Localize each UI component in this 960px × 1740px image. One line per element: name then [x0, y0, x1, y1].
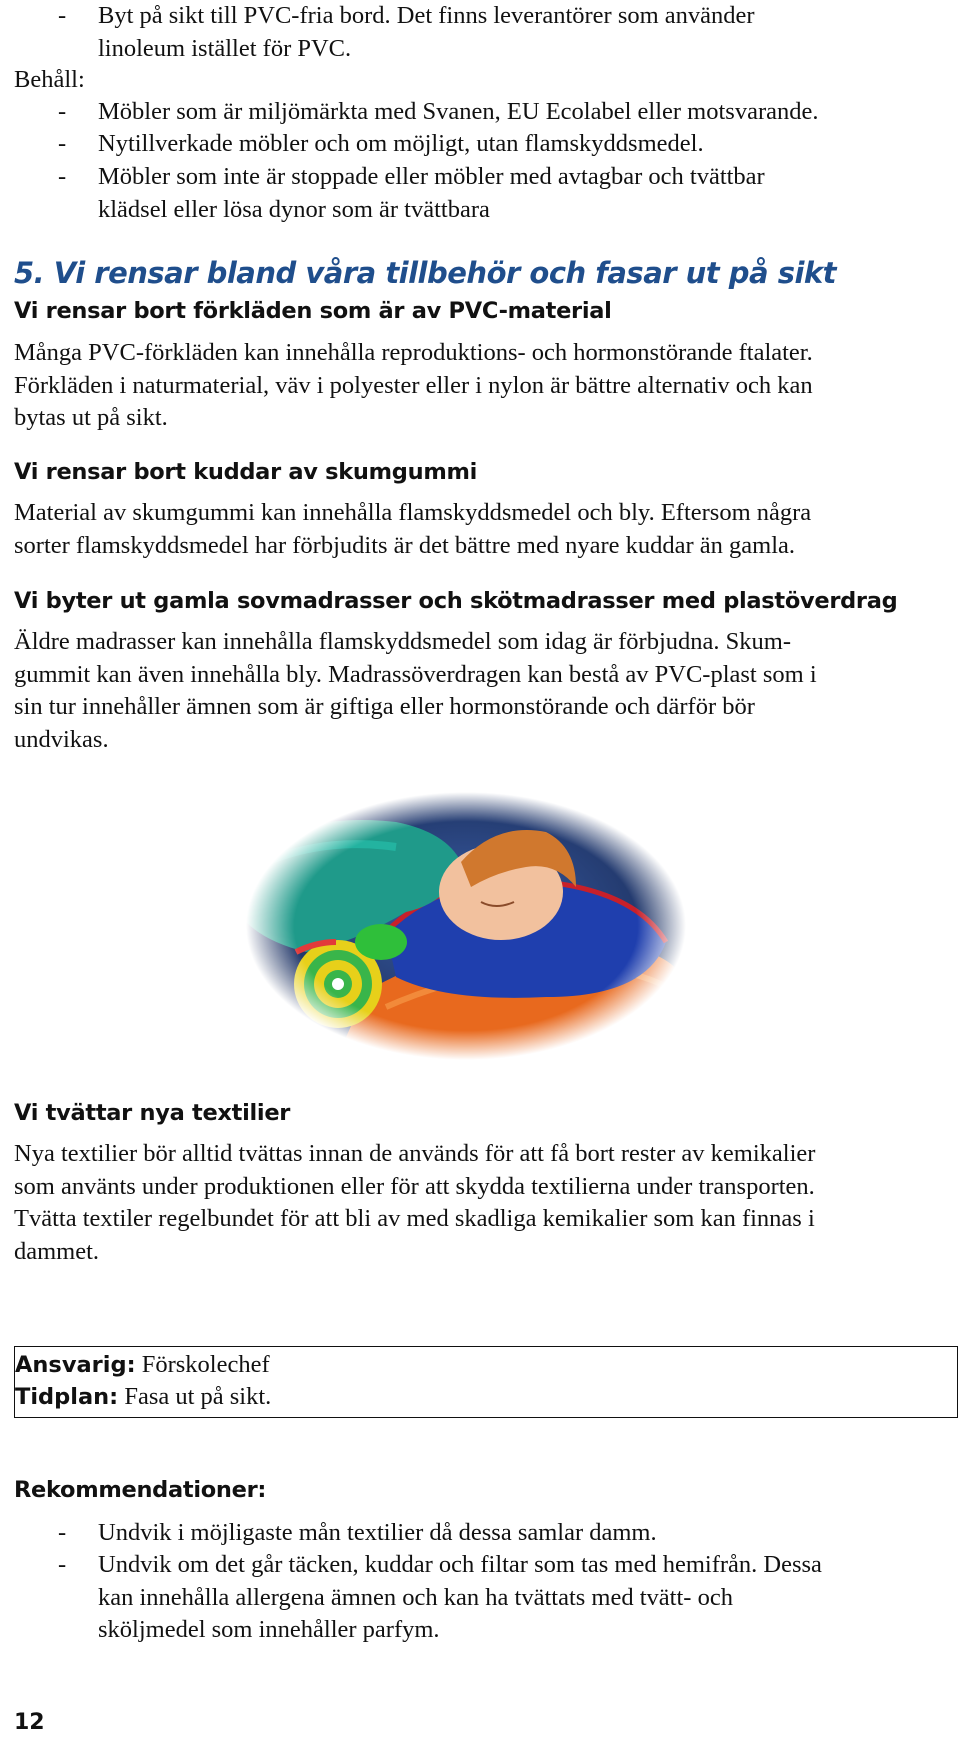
responsible-row — [15, 1349, 270, 1382]
bullet-dash: - — [58, 2, 67, 29]
schedule-value: Fasa ut på sikt. — [118, 1383, 272, 1410]
paragraph-mattresses — [14, 626, 944, 756]
section-heading: 5. Vi rensar bland våra tillbehör och fasar ut på sikt — [14, 256, 837, 290]
page-number: 12 — [14, 1710, 45, 1735]
bullet-dash: - — [58, 130, 67, 157]
paragraph-line: Tvätta textiler regelbundet för att bli av med skadliga kemikalier som kan finnas i — [14, 1205, 815, 1232]
bullet-dash: - — [58, 1519, 67, 1546]
list-item — [58, 0, 938, 66]
subheading-pillows: Vi rensar bort kuddar av skumgummi — [14, 459, 478, 485]
bullet-dash: - — [58, 1551, 67, 1578]
paragraph-line: sorter flamskyddsmedel har förbjudits är det bättre med nyare kuddar än gamla. — [14, 531, 796, 559]
paragraph-line: Många PVC-förkläden kan innehålla reproduktions- och hormonstörande ftalater. — [14, 339, 813, 366]
subheading-textiles: Vi tvättar nya textilier — [14, 1100, 291, 1126]
list-item-text: klädsel eller lösa dynor som är tvättbara — [98, 195, 490, 223]
paragraph-line: bytas ut på sikt. — [14, 404, 168, 431]
paragraph-line: Äldre madrasser kan innehålla flamskyddsmedel som idag är förbjudna. Skum- — [14, 628, 791, 655]
bullet-dash: - — [58, 98, 67, 125]
list-item-text: Undvik om det går täcken, kuddar och filtar som tas med hemifrån. Dessa — [98, 1551, 822, 1578]
list-item-text: Möbler som är miljömärkta med Svanen, EU Ecolabel eller motsvarande. — [98, 98, 819, 125]
responsible-label: Ansvarig: — [15, 1352, 136, 1378]
list-item — [58, 161, 938, 227]
paragraph-line: gummit kan även innehålla bly. Madrassöverdragen kan bestå av PVC-plast som i — [14, 660, 817, 688]
responsible-value: Förskolechef — [135, 1351, 270, 1378]
list-item-text: linoleum istället för PVC. — [98, 34, 352, 62]
list-item-text: kan innehålla allergena ämnen och kan ha tvättats med tvätt- och — [98, 1583, 733, 1611]
paragraph-line: Nya textilier bör alltid tvättas innan de används för att få bort rester av kemikalier — [14, 1140, 816, 1167]
recommendations-heading: Rekommendationer: — [14, 1477, 267, 1503]
paragraph-line: Material av skumgummi kan innehålla flamskyddsmedel och bly. Eftersom några — [14, 499, 812, 526]
paragraph-textiles — [14, 1138, 944, 1268]
list-item-text: Möbler som inte är stoppade eller möbler med avtagbar och tvättbar — [98, 163, 765, 190]
bullet-dash: - — [58, 163, 67, 190]
paragraph-line: sin tur innehåller ämnen som är giftiga eller hormonstörande och därför bör — [14, 693, 755, 720]
paragraph-line: undvikas. — [14, 725, 109, 753]
paragraph-line: dammet. — [14, 1237, 100, 1265]
list-item-text: Undvik i möjligaste mån textilier då dessa samlar damm. — [98, 1519, 657, 1546]
list-item — [58, 1549, 938, 1649]
list-item-text: sköljmedel som innehåller parfym. — [98, 1616, 440, 1643]
paragraph-line: Förkläden i naturmaterial, väv i polyester eller i nylon är bättre alternativ och kan — [14, 371, 813, 399]
schedule-label: Tidplan: — [15, 1384, 119, 1410]
subheading-aprons: Vi rensar bort förkläden som är av PVC-material — [14, 298, 612, 324]
paragraph-pillows — [14, 497, 944, 562]
list-item-text: Byt på sikt till PVC-fria bord. Det finns leverantörer som använder — [98, 2, 755, 29]
keep-label: Behåll: — [14, 66, 85, 93]
paragraph-line: som använts under produktionen eller för att skydda textilierna under transporten. — [14, 1172, 815, 1200]
responsibility-box — [14, 1346, 958, 1418]
paragraph-aprons — [14, 337, 944, 435]
list-item-text: Nytillverkade möbler och om möjligt, utan flamskyddsmedel. — [98, 130, 704, 157]
subheading-mattresses: Vi byter ut gamla sovmadrasser och skötmadrasser med plastöverdrag — [14, 588, 898, 614]
schedule-row — [15, 1381, 271, 1414]
sleeping-child-photo — [246, 792, 686, 1060]
